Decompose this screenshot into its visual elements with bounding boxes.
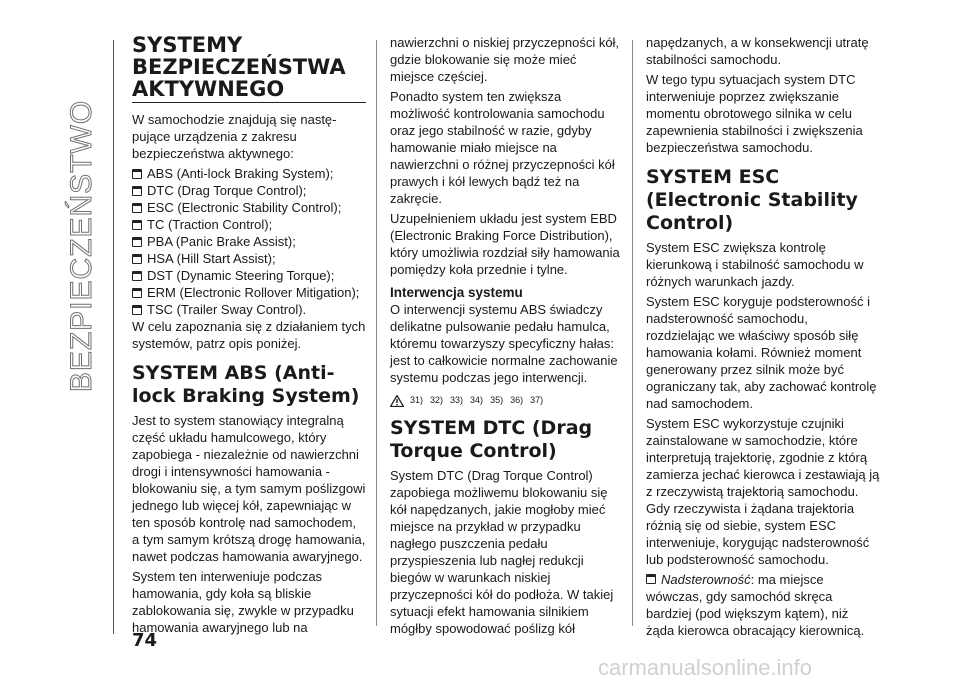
column-2	[390, 34, 624, 640]
list-item: DTC (Drag Torque Control);	[132, 182, 366, 199]
book-icon	[132, 288, 142, 298]
reference-number: 32)	[430, 395, 444, 405]
reference-number: 34)	[470, 395, 484, 405]
book-icon	[132, 203, 142, 213]
section-heading-active-safety: SYSTEMY BEZPIECZEŃSTWA AKTYWNEGO	[132, 34, 366, 103]
abs-paragraph-2: System ten interweniuje podczas hamowania, gdy koła są bliskie zablokowania się, zwykle w przypadku hamowania awaryjnego lub na	[132, 569, 354, 635]
systems-list	[132, 165, 366, 318]
subheading-intervention: Interwencja systemu	[390, 285, 523, 300]
intervention-paragraph: O interwencji systemu ABS świadczy delikatne pulsowanie pedału hamulca, któremu towarzyszy specyficzny hałas: jest to całkowicie normalne zachowanie systemu podczas jego interwencji.	[390, 302, 618, 385]
list-item: HSA (Hill Start Assist);	[132, 250, 366, 267]
abs-paragraph-1: Jest to system stanowiący integralną część układu hamulcowego, który zapobiega - niezależnie od nawierzchni drogi i intensywności hamowania - blokowaniu się, a tym samym poślizgowi jednego lub więcej kół, zapewniając w ten sposób kontrolę nad samochodem, a tym samym krótszą drogę hamowania, nawet podczas hamowania awaryjnego.	[132, 413, 366, 564]
list-item: TSC (Trailer Sway Control).	[132, 301, 366, 318]
book-icon	[646, 574, 656, 584]
term-oversteer: Nadsterowność	[661, 572, 751, 587]
column-1	[132, 34, 366, 639]
esc-paragraph-2: System ESC koryguje podsterowność i nadsterowność samochodu, rozdzielając we właściwy sposób siłę hamowania kołami. Również moment generowany przez silnik może być ograniczany tak, aby zachować kontrolę nad samochodem.	[646, 294, 877, 411]
outro-paragraph: W celu zapoznania się z działaniem tych systemów, patrz opis poniżej.	[132, 319, 366, 351]
reference-number: 35)	[490, 395, 504, 405]
section-heading-dtc: SYSTEM DTC (Drag Torque Control)	[390, 417, 593, 462]
side-chapter-title: BEZPIECZEŃSTWO	[65, 99, 98, 393]
page-number: 74	[132, 630, 158, 651]
list-item: ESC (Electronic Stability Control);	[132, 199, 366, 216]
dtc-paragraph-2: napędzanych, a w konsekwencji utratę stabilności samochodu.	[646, 35, 869, 67]
esc-paragraph-3: System ESC wykorzystuje czujniki zainstalowane w samochodzie, które interpretują trajektorię, zgodnie z którą zamierza jechać kierowca i zestawiają ją z rzeczywistą trajektorią samochodu. Gdy rzeczywista i żądana trajektoria różnią się od siebie, system ESC interweniuje, korygując nadsterowność lub podsterowność samochodu.	[646, 416, 880, 567]
ebd-paragraph: Uzupełnieniem układu jest system EBD (Electronic Braking Force Distribution), który umożliwia rozdział siły hamowania pomiędzy koła przednie i tylne.	[390, 211, 620, 277]
list-item: DST (Dynamic Steering Torque);	[132, 267, 366, 284]
reference-number: 36)	[510, 395, 524, 405]
column-3	[646, 34, 880, 642]
side-divider	[113, 40, 114, 634]
dtc-paragraph-1: System DTC (Drag Torque Control) zapobiega możliwemu blokowaniu się kół napędzanych, jakie mogłoby mieć miejsce na przykład w przypadku nagłego puszczenia pedału przyspieszenia lub nagłej redukcji biegów w warunkach niskiej przyczepności kół do podłoża. W takiej sytuacji efekt hamowania silnikiem mógłby spowodować poślizg kół	[390, 468, 614, 636]
esc-paragraph-1: System ESC zwiększa kontrolę kierunkową i stabilność samochodu w różnych warunkach jazdy.	[646, 240, 864, 289]
book-icon	[132, 271, 142, 281]
abs-paragraph-4: Ponadto system ten zwiększa możliwość kontrolowania samochodu oraz jego stabilność w razie, gdyby hamowanie miało miejsce na nawierzchni o różnej przyczepności kół prawych i kół lewych bądź też na zakręcie.	[390, 89, 615, 206]
column-divider-1	[376, 40, 377, 626]
warning-references	[390, 392, 624, 409]
abs-paragraph-3: nawierzchni o niskiej przyczepności kół, gdzie blokowanie się może mieć miejsce częściej.	[390, 35, 620, 84]
list-item: ERM (Electronic Rollover Mitigation);	[132, 284, 366, 301]
dtc-paragraph-3: W tego typu sytuacjach system DTC interweniuje poprzez zwiększanie momentu obrotowego silnika w celu zapewnienia stabilności i zwiększenia bezpieczeństwa samochodu.	[646, 72, 863, 155]
intro-paragraph: W samochodzie znajdują się następujące urządzenia z zakresu bezpieczeństwa aktywnego:	[132, 112, 337, 161]
section-heading-abs: SYSTEM ABS (Anti-lock Braking System)	[132, 362, 360, 407]
book-icon	[132, 220, 142, 230]
watermark: carmanualsonline.info	[598, 655, 813, 680]
column-divider-2	[632, 40, 633, 626]
list-item: TC (Traction Control);	[132, 216, 366, 233]
book-icon	[132, 169, 142, 179]
book-icon	[132, 237, 142, 247]
reference-number: 31)	[410, 395, 424, 405]
book-icon	[132, 254, 142, 264]
reference-number: 33)	[450, 395, 464, 405]
term-definition: : ma miejsce wówczas, gdy samochód skręca bardziej (pod większym kątem), niż żąda kierowca obracający kierownicą.	[646, 572, 865, 638]
list-item: PBA (Panic Brake Assist);	[132, 233, 366, 250]
list-item: ABS (Anti-lock Braking System);	[132, 165, 366, 182]
book-icon	[132, 305, 142, 315]
oversteer-definition	[646, 571, 880, 639]
book-icon	[132, 186, 142, 196]
reference-number: 37)	[530, 395, 544, 405]
warning-triangle-icon	[390, 395, 404, 407]
section-heading-esc: SYSTEM ESC (Electronic Stability Control)	[646, 166, 858, 234]
